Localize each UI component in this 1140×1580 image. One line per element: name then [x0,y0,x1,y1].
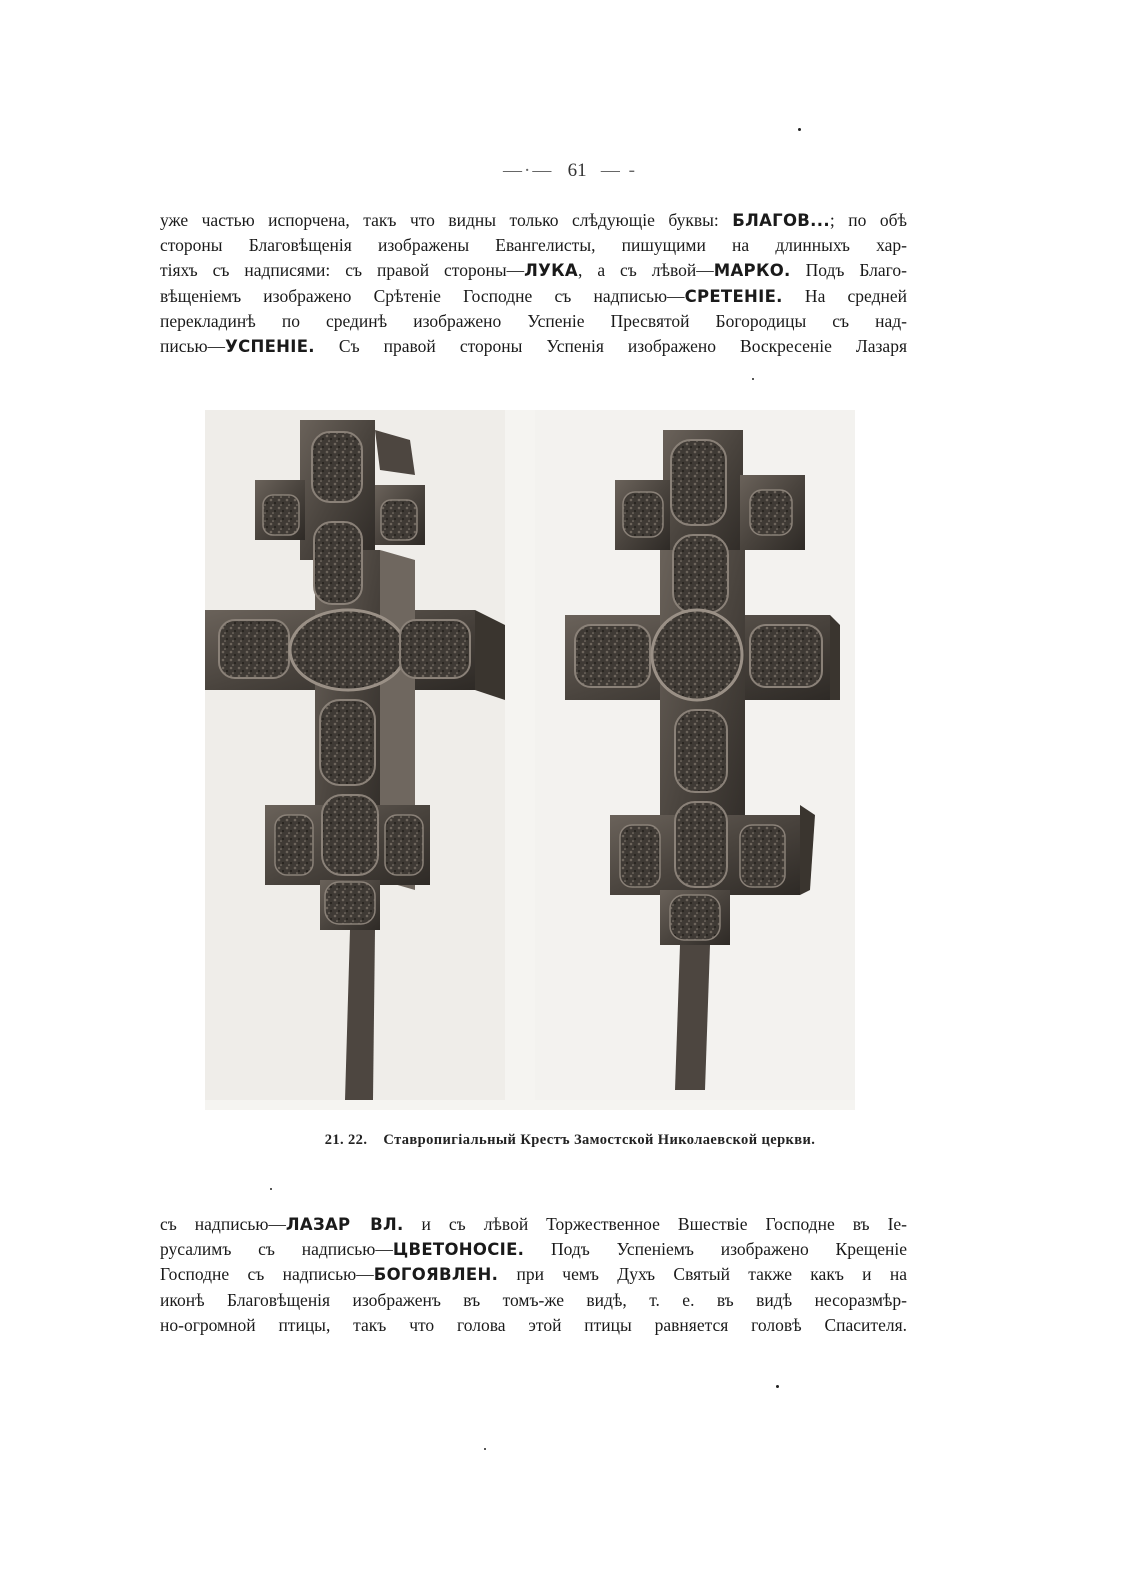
page-number-dash-left: —·— [503,160,554,181]
church-slavonic-inscription: СРЕТЕНІЕ. [684,286,783,306]
text-line: иконѣ Благовѣщенія изображенъ въ томъ-же видѣ, т. е. въ видѣ несоразмѣр- [160,1289,907,1310]
crosses-photograph [205,410,855,1110]
church-slavonic-inscription: БОГОЯВЛЕН. [373,1265,499,1285]
figure-caption-text: Ставропигіальный Крестъ Замостской Николаевской церкви. [383,1132,816,1148]
church-slavonic-inscription: БЛАГОВ... [732,211,830,230]
text-line: Господне съ надписью—БОГОЯВЛЕН. при чемъ Духъ Святый также какъ и на [160,1264,907,1285]
text-line: стороны Благовѣщенія изображены Евангелисты, пишущими на длинныхъ хар- [160,235,907,256]
text-line: тіяхъ съ надписями: съ правой стороны—ЛУКА, а съ лѣвой—МАРКО. Подъ Благо- [160,260,907,281]
paper-speck [752,378,754,380]
figure-numbers: 21. 22. [324,1132,368,1148]
text-line: писью—УСПЕНІЕ. Съ правой стороны Успенія изображено Воскресеніе Лазаря [160,336,907,357]
church-slavonic-inscription: ЛАЗАР ВЛ. [285,1215,404,1234]
paper-speck [798,128,801,131]
page-number-dash-right: — - [600,160,637,181]
text-line: вѣщеніемъ изображено Срѣтеніе Господне съ надписью—СРЕТЕНІЕ. На средней [160,285,907,306]
bottom-paragraph [160,1212,907,1338]
church-slavonic-inscription: ЛУКА [524,261,578,281]
text-line: съ надписью—ЛАЗАР ВЛ. и съ лѣвой Торжественное Вшествіе Господне въ Іе- [160,1214,907,1234]
top-paragraph [160,208,907,359]
page-number-value: 61 [567,160,587,181]
text-line: русалимъ съ надписью—ЦВЕТОНОСІЕ. Подъ Успеніемъ изображено Крещеніе [160,1239,907,1260]
page-number [0,160,1140,182]
text-line: но-огромной птицы, такъ что голова этой птицы равняется головѣ Спасителя. [160,1314,907,1335]
paper-speck [484,1448,486,1450]
church-slavonic-inscription: ЦВЕТОНОСІЕ. [392,1240,525,1260]
text-line: перекладинѣ по срединѣ изображено Успеніе Пресвятой Богородицы съ над- [160,310,907,331]
church-slavonic-inscription: УСПЕНІЕ. [225,337,315,357]
paper-speck [776,1385,779,1388]
crosses-illustration [205,410,855,1110]
paper-speck [270,1188,272,1190]
church-slavonic-inscription: МАРКО. [713,261,791,281]
figure-caption [0,1132,1140,1149]
text-line: уже частью испорчена, такъ что видны только слѣдующіе буквы: БЛАГОВ...; по обѣ [160,210,907,230]
